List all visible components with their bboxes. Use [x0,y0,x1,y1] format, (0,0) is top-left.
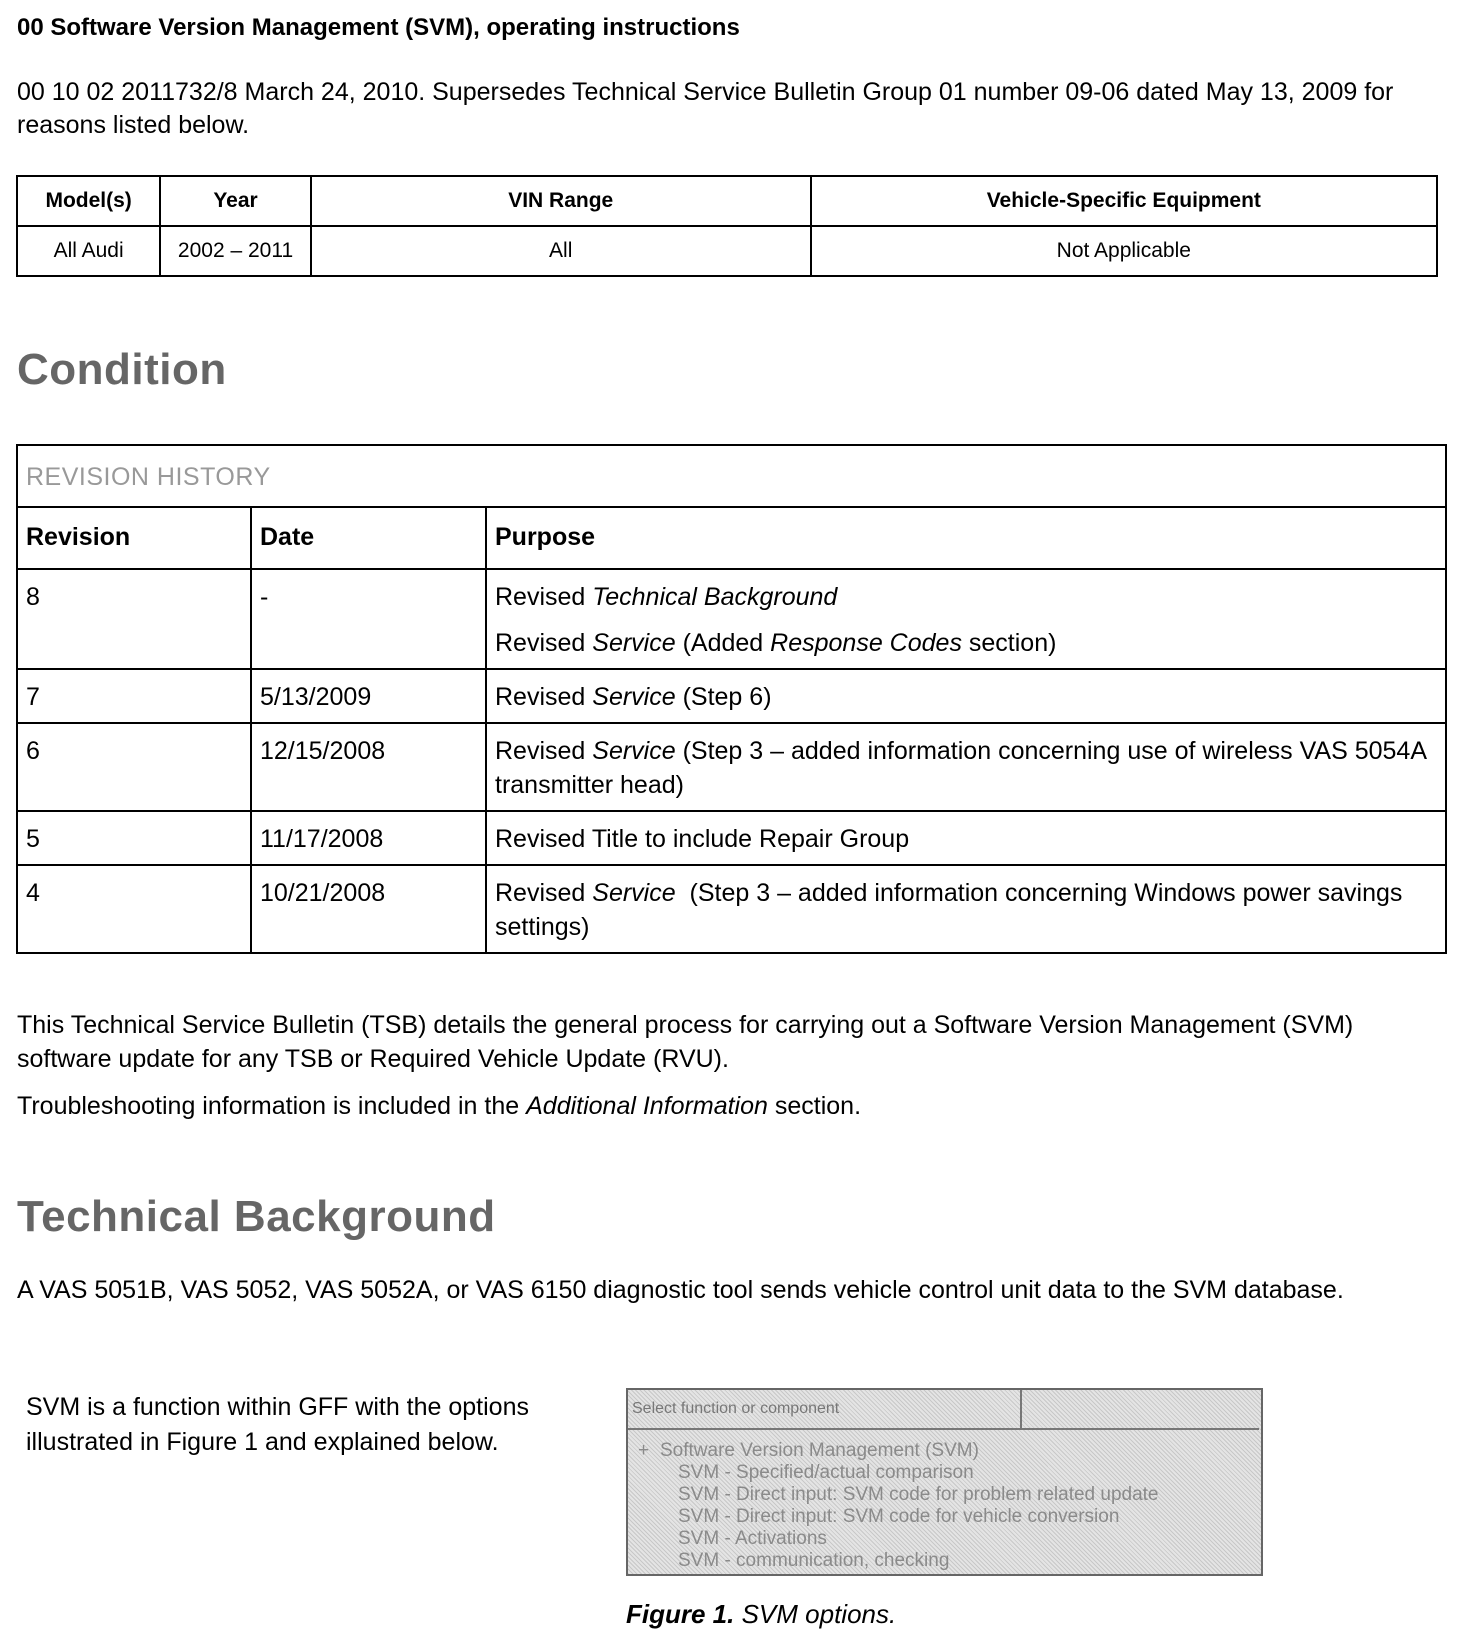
svm-function-paragraph: SVM is a function within GFF with the options illustrated in Figure 1 and explained below. [26,1393,529,1456]
revision-purpose: Revised Service (Step 3 – added information concerning use of wireless VAS 5054A transmitter head) [486,723,1446,811]
revision-number: 7 [17,669,251,723]
revision-history-table [16,444,1447,954]
list-item: SVM - communication, checking [678,1550,950,1571]
header-models: Model(s) [17,176,160,226]
cell-models: All Audi [17,226,160,276]
bulletin-reference: 00 10 02 2011732/8 March 24, 2010. Supersedes Technical Service Bulletin Group 01 number 09-06 dated May 13, 2009 for reasons listed below. [17,78,1394,139]
list-item: SVM - Activations [678,1528,827,1549]
table-row [17,865,1446,953]
revision-date: - [251,569,486,669]
technical-background-paragraph: A VAS 5051B, VAS 5052, VAS 5052A, or VAS 6150 diagnostic tool sends vehicle control unit data to the SVM database. [17,1276,1344,1304]
header-revision: Revision [17,507,251,569]
revision-date: 11/17/2008 [251,811,486,865]
table-row [17,723,1446,811]
list-item: SVM - Direct input: SVM code for vehicle conversion [678,1506,1120,1527]
cell-vin-range: All [311,226,811,276]
revision-number: 6 [17,723,251,811]
applicability-row [17,226,1437,276]
table-row [17,669,1446,723]
revision-date: 10/21/2008 [251,865,486,953]
header-year: Year [160,176,311,226]
applicability-table [16,175,1438,277]
list-item: SVM - Direct input: SVM code for problem related update [678,1484,1159,1505]
header-equipment: Vehicle-Specific Equipment [811,176,1437,226]
technical-background-heading: Technical Background [17,1192,496,1241]
revision-header-row [17,507,1446,569]
figure-caption: Figure 1. SVM options. [626,1599,897,1629]
list-item: SVM - Specified/actual comparison [678,1462,974,1483]
document-title: 00 Software Version Management (SVM), operating instructions [17,14,740,41]
table-row [17,569,1446,669]
revision-purpose: Revised Title to include Repair Group [486,811,1446,865]
revision-purpose: Revised Technical Background Revised Service (Added Response Codes section) [486,569,1446,669]
revision-number: 5 [17,811,251,865]
header-vin-range: VIN Range [311,176,811,226]
tsb-description-paragraph: This Technical Service Bulletin (TSB) details the general process for carrying out a Software Version Management (SVM) software update for any TSB or Required Vehicle Update (RVU). [17,1011,1354,1073]
header-date: Date [251,507,486,569]
list-item: + Software Version Management (SVM) [638,1440,979,1461]
troubleshooting-paragraph: Troubleshooting information is included in the Additional Information section. [17,1092,862,1120]
revision-date: 12/15/2008 [251,723,486,811]
revision-purpose: Revised Service (Step 6) [486,669,1446,723]
figure-option-list [638,1440,1159,1572]
expand-icon: + [638,1440,650,1461]
applicability-header-row [17,176,1437,226]
cell-equipment: Not Applicable [811,226,1437,276]
figure-header-bar [628,1390,1259,1430]
revision-purpose: Revised Service (Step 3 – added information concerning Windows power savings settings) [486,865,1446,953]
figure-header-label: Select function or component [632,1400,840,1417]
table-row [17,811,1446,865]
revision-number: 8 [17,569,251,669]
revision-date: 5/13/2009 [251,669,486,723]
svm-options-figure [626,1388,1263,1576]
header-purpose: Purpose [486,507,1446,569]
revision-number: 4 [17,865,251,953]
revision-history-caption: REVISION HISTORY [17,445,1446,507]
condition-heading: Condition [17,345,227,394]
cell-year: 2002 – 2011 [160,226,311,276]
